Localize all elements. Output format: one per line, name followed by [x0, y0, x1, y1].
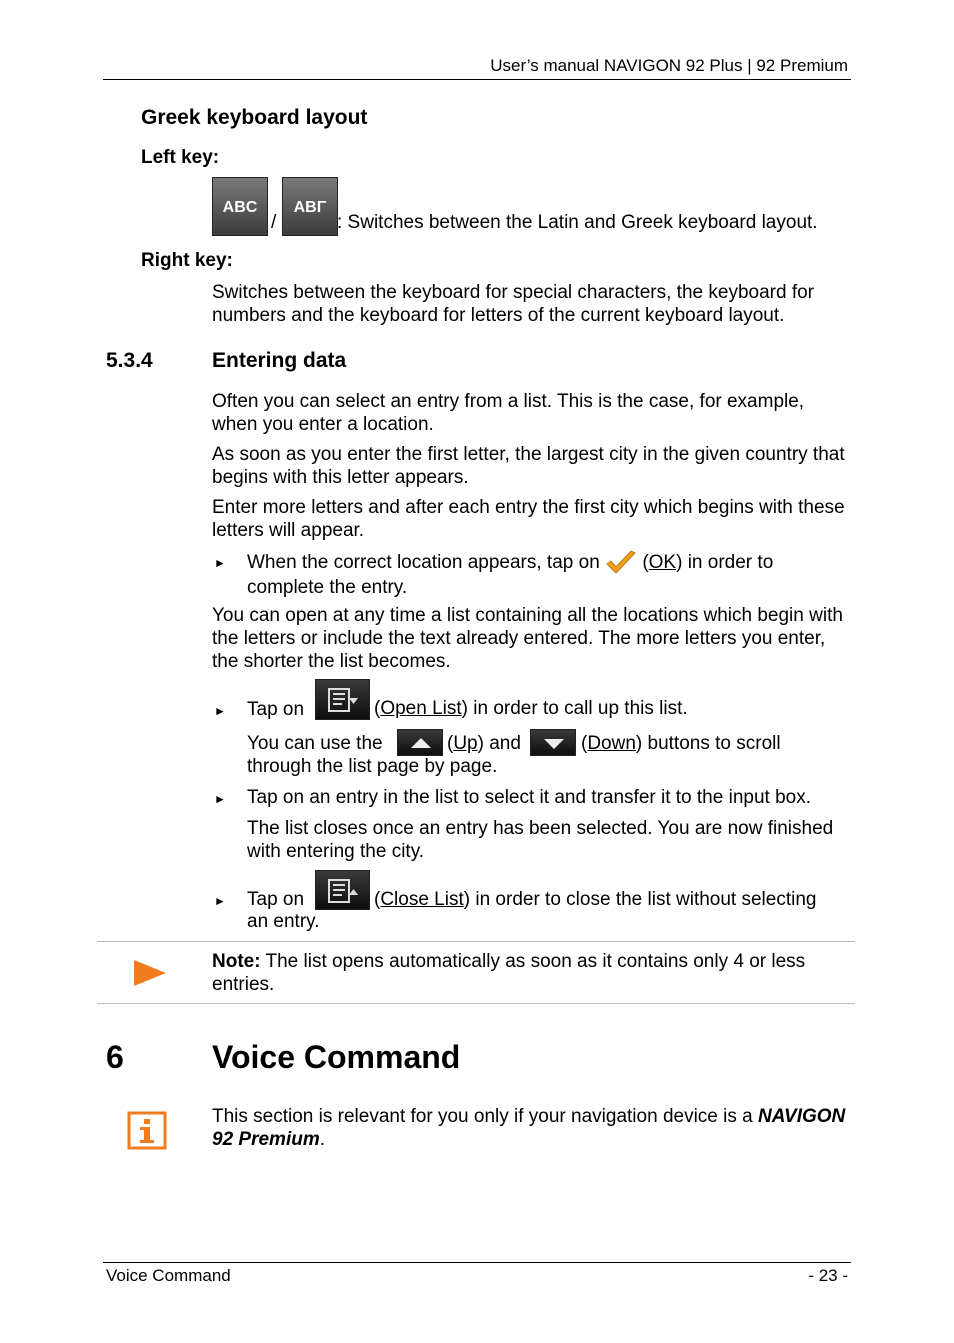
bullet-marker: ►: [214, 556, 226, 570]
bullet-ok-text: When the correct location appears, tap on: [247, 552, 606, 574]
greek-layout-heading: Greek keyboard layout: [141, 106, 368, 129]
greek-keyboard-button: ΑΒΓ: [282, 177, 338, 236]
ok-link: OK: [648, 552, 677, 574]
bullet-ok: When the correct location appears, tap on (OK) in order to complete the entry.: [247, 550, 852, 599]
page-number: - 23 -: [808, 1266, 848, 1285]
note-bottom-rule: [97, 1003, 855, 1004]
header-rule: [103, 79, 851, 80]
info-text: This section is relevant for you only if your navigation device is a NAVIGON 92 Premium.: [212, 1106, 846, 1150]
running-header: User’s manual NAVIGON 92 Plus | 92 Premium: [490, 56, 848, 75]
left-key-label: Left key:: [141, 147, 220, 168]
up-link: Up: [453, 733, 478, 754]
footer-section: Voice Command: [106, 1266, 231, 1285]
bullet-marker: ►: [214, 894, 226, 908]
bullet-close-list-text: Tap on: [247, 889, 305, 910]
paragraph-first-letter: As soon as you enter the first letter, the largest city in the given country that begins with this letter appears.: [212, 444, 845, 488]
paragraph-open-list: You can open at any time a list containing all the locations which begin with the letters or include the text already entered. The more letters you enter, the shorter the list becomes.: [212, 605, 843, 672]
bullet-select-entry: Tap on an entry in the list to select it and transfer it to the input box.: [247, 787, 811, 808]
note-arrow-icon: [133, 959, 167, 993]
bullet-marker: ►: [214, 704, 226, 718]
close-list-continuation: an entry.: [247, 911, 320, 932]
down-arrow-icon: [530, 729, 576, 756]
up-arrow-icon: [397, 729, 443, 756]
right-key-label: Right key:: [141, 250, 233, 271]
paragraph-more-letters: Enter more letters and after each entry the first city which begins with these letters will appear.: [212, 497, 845, 541]
footer-rule: [103, 1262, 851, 1263]
close-list-caption: (Close List) in order to close the list without selecting: [374, 889, 817, 910]
right-key-description: Switches between the keyboard for special characters, the keyboard for numbers and the keyboard for letters of the current keyboard layout.: [212, 282, 814, 326]
section-title: Entering data: [212, 349, 347, 372]
open-list-caption: (Open List) in order to call up this list.: [374, 698, 688, 719]
note-label: Note:: [212, 951, 261, 972]
product-name: NAVIGON 92 Premium: [212, 1106, 846, 1150]
open-list-link: Open List: [380, 698, 462, 719]
ok-check-icon: [605, 550, 637, 576]
open-list-icon: [315, 679, 370, 720]
close-list-icon: [315, 870, 370, 910]
paragraph-select-from-list: Often you can select an entry from a list. This is the case, for example, when you enter a location.: [212, 391, 805, 435]
scroll-line-continuation: through the list page by page.: [247, 756, 498, 777]
key-separator: /: [271, 212, 277, 233]
scroll-line-1: You can use the: [247, 733, 383, 754]
chapter-title: Voice Command: [212, 1039, 461, 1075]
paragraph-list-closes: The list closes once an entry has been selected. You are now finished with entering the city.: [247, 818, 834, 862]
info-icon: [127, 1111, 167, 1156]
close-list-link: Close List: [380, 889, 464, 910]
note-text: Note: The list opens automatically as soon as it contains only 4 or less entries.: [212, 951, 806, 995]
left-key-description: : Switches between the Latin and Greek keyboard layout.: [337, 212, 818, 233]
scroll-line-up-label: (Up) and: [447, 733, 521, 754]
note-top-rule: [97, 941, 855, 942]
down-link: Down: [587, 733, 636, 754]
section-number: 5.3.4: [106, 349, 153, 372]
chapter-number: 6: [106, 1039, 124, 1075]
latin-keyboard-button: ABC: [212, 177, 268, 236]
bullet-marker: ►: [214, 792, 226, 806]
bullet-open-list-text: Tap on: [247, 699, 305, 720]
scroll-line-down-label: (Down) buttons to scroll: [581, 733, 781, 754]
